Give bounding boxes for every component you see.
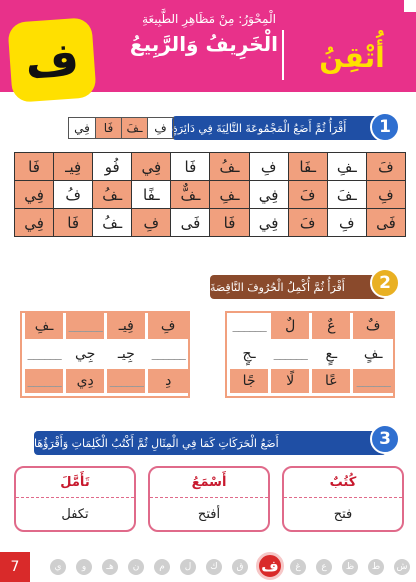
grid-cell[interactable]: فَ: [288, 181, 327, 209]
fill-row: [229, 367, 394, 394]
fill-cell: لًا: [270, 367, 311, 394]
alphabet-dot: م: [154, 559, 170, 575]
key-cell: ـفَ: [121, 118, 147, 138]
alphabet-dot: ك: [206, 559, 222, 575]
grid-cell[interactable]: فَا: [171, 153, 210, 181]
alphabet-dot: ش: [394, 559, 410, 575]
letter-badge: ف: [7, 17, 96, 103]
fill-row: [24, 313, 189, 340]
grid-cell[interactable]: ـفَا: [288, 153, 327, 181]
right-fill-table: [227, 313, 393, 396]
section3-number: 3: [370, 424, 400, 454]
section1-instruction: أَقْرَأُ ثُمَّ أَضَعُ الْمَجْمُوعَةَ التَّالِيَةَ فِي دَائِرَةٍ: [172, 116, 386, 140]
fill-blank[interactable]: ______: [65, 313, 106, 340]
key-cell: فِ: [147, 118, 173, 138]
alphabet-dot: ق: [232, 559, 248, 575]
alphabet-dot: و: [76, 559, 92, 575]
fill-row: [24, 367, 189, 394]
brand-title: أُتْقِنُ: [319, 40, 385, 74]
alphabet-dot: ع: [316, 559, 332, 575]
grid-cell[interactable]: فِي: [132, 153, 171, 181]
fill-blank[interactable]: ______: [147, 340, 188, 367]
fill-cell: ـجٍ: [229, 340, 270, 367]
vowel-word[interactable]: أفتح: [197, 506, 221, 522]
alphabet-dot: ي: [50, 559, 66, 575]
grid-cell[interactable]: فَ: [288, 209, 327, 237]
fill-blank[interactable]: ______: [229, 313, 270, 340]
grid-cell[interactable]: ـفُ: [93, 209, 132, 237]
vowel-model: كُتُبٌ: [284, 468, 402, 498]
fill-cell: عًا: [311, 367, 352, 394]
header-corner: [404, 0, 416, 12]
alphabet-dot: ن: [128, 559, 144, 575]
alphabet-strip: [38, 559, 410, 575]
fill-cell: فِ: [147, 313, 188, 340]
alphabet-dot: ظ: [342, 559, 358, 575]
fill-cell: جًا: [229, 367, 270, 394]
grid-cell[interactable]: ـفِ: [210, 181, 249, 209]
grid-cell[interactable]: فَا: [15, 153, 54, 181]
fill-cell: دِ: [147, 367, 188, 394]
vowel-word[interactable]: فتح: [333, 506, 353, 522]
grid-cell[interactable]: ـفُ: [93, 181, 132, 209]
fill-blank[interactable]: ______: [106, 367, 147, 394]
grid-cell[interactable]: فِ: [366, 181, 405, 209]
lesson-title: الْخَرِيفُ وَالرَّبِيعُ: [129, 32, 278, 56]
grid-cell[interactable]: فِي: [15, 209, 54, 237]
vowel-word[interactable]: تكفل: [61, 506, 89, 522]
fill-blank[interactable]: ______: [352, 367, 393, 394]
grid-cell[interactable]: فِي: [249, 181, 288, 209]
alphabet-dot: هـ: [102, 559, 118, 575]
grid-cell[interactable]: فِي: [249, 209, 288, 237]
left-fill-table: [22, 313, 188, 396]
letter-grid: [14, 152, 406, 237]
fill-cell: ـعٍ: [311, 340, 352, 367]
fill-blank[interactable]: ______: [24, 340, 65, 367]
key-cell: فَا: [95, 118, 121, 138]
vowel-box: [282, 466, 404, 532]
grid-row: [15, 209, 406, 237]
grid-cell[interactable]: ـفِ: [327, 153, 366, 181]
grid-cell[interactable]: فَا: [210, 209, 249, 237]
grid-cell[interactable]: فِ: [249, 153, 288, 181]
section2-instruction: أَقْرَأُ ثُمَّ أُكْمِلُ الْحُرُوفَ النَّاقِصَةَ: [210, 275, 386, 299]
fill-blank[interactable]: ______: [24, 367, 65, 394]
fill-cell: عٌ: [311, 313, 352, 340]
fill-cell: دِي: [65, 367, 106, 394]
fill-blank[interactable]: ______: [270, 340, 311, 367]
grid-cell[interactable]: فِ: [132, 209, 171, 237]
fill-row: [229, 340, 394, 367]
fill-cell: جِيـ: [106, 340, 147, 367]
grid-cell[interactable]: ـفٌّ: [171, 181, 210, 209]
answer-key: [68, 117, 174, 139]
grid-cell[interactable]: فُ: [54, 181, 93, 209]
grid-cell[interactable]: فَا: [54, 209, 93, 237]
grid-cell[interactable]: فِ: [327, 209, 366, 237]
alphabet-dot-active: ف: [256, 552, 284, 580]
vowel-box: [14, 466, 136, 532]
fill-row: [24, 340, 189, 367]
grid-cell[interactable]: فَ: [366, 153, 405, 181]
fill-cell: ـفِ: [24, 313, 65, 340]
section1-number: 1: [370, 112, 400, 142]
grid-cell[interactable]: ـفًا: [132, 181, 171, 209]
grid-cell[interactable]: فِيـ: [54, 153, 93, 181]
vowel-box: [148, 466, 270, 532]
grid-cell[interactable]: فِي: [15, 181, 54, 209]
grid-cell[interactable]: ـفَ: [327, 181, 366, 209]
fill-cell: جِي: [65, 340, 106, 367]
vowel-model: أَسْمَعُ: [150, 468, 268, 498]
section3-instruction: أَضَعُ الْحَرَكَاتِ كَمَا فِي الْمِثَالِ ثُمَّ أَكْتُبُ الْكَلِمَاتِ وَأَقْرَؤُهَا: [34, 431, 386, 455]
fill-cell: ـفٍ: [352, 340, 393, 367]
alphabet-dot: ل: [180, 559, 196, 575]
axis-label: الْمِحْوَرُ: مِنْ مَظَاهِرِ الطَّبِيعَةِ: [142, 12, 276, 26]
key-cell: فِي: [74, 121, 90, 135]
fill-cell: لٌ: [270, 313, 311, 340]
fill-cell: فٌ: [352, 313, 393, 340]
vowel-model: تَأَمَّلَ: [16, 468, 134, 498]
fill-cell: فِيـ: [106, 313, 147, 340]
grid-cell[interactable]: فَى: [366, 209, 405, 237]
alphabet-dot: ط: [368, 559, 384, 575]
header-divider: [282, 30, 284, 80]
section2-number: 2: [370, 268, 400, 298]
page-number: 7: [0, 552, 30, 582]
grid-cell[interactable]: فُو: [93, 153, 132, 181]
grid-cell[interactable]: فَى: [171, 209, 210, 237]
grid-cell[interactable]: ـفُ: [210, 153, 249, 181]
fill-row: [229, 313, 394, 340]
grid-row: [15, 181, 406, 209]
alphabet-dot: غ: [290, 559, 306, 575]
grid-row: [15, 153, 406, 181]
